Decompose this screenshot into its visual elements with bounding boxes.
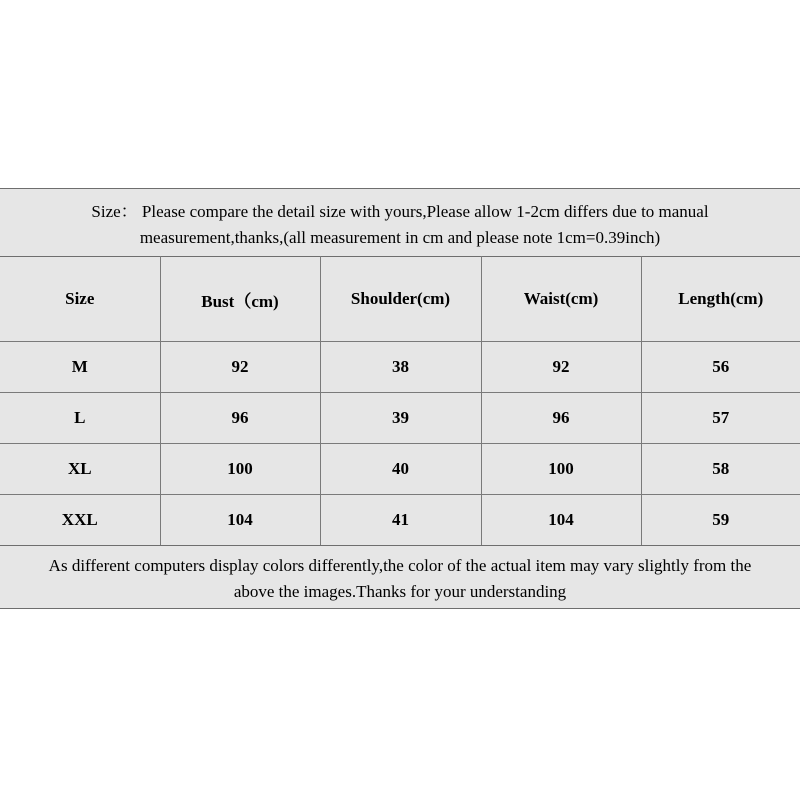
cell-size: XL xyxy=(0,444,160,495)
column-header-shoulder: Shoulder(cm) xyxy=(320,257,481,342)
cell-shoulder: 40 xyxy=(320,444,481,495)
cell-shoulder: 38 xyxy=(320,342,481,393)
cell-length: 57 xyxy=(641,393,800,444)
cell-bust: 92 xyxy=(160,342,320,393)
color-disclaimer xyxy=(0,553,800,605)
cell-waist: 100 xyxy=(481,444,641,495)
table-header-row xyxy=(0,257,800,342)
color-disclaimer-line-1: As different computers display colors differently,the color of the actual item may vary slightly from the xyxy=(48,556,752,575)
table-row xyxy=(0,393,800,444)
cell-waist: 104 xyxy=(481,495,641,546)
cell-size: L xyxy=(0,393,160,444)
table-row xyxy=(0,444,800,495)
cell-length: 58 xyxy=(641,444,800,495)
size-chart xyxy=(0,188,800,609)
column-header-bust: Bust（cm) xyxy=(160,257,320,342)
cell-size: XXL xyxy=(0,495,160,546)
cell-size: M xyxy=(0,342,160,393)
column-header-size: Size xyxy=(0,257,160,342)
cell-shoulder: 41 xyxy=(320,495,481,546)
color-disclaimer-line-2: above the images.Thanks for your understanding xyxy=(233,582,567,601)
cell-bust: 104 xyxy=(160,495,320,546)
cell-bust: 96 xyxy=(160,393,320,444)
cell-bust: 100 xyxy=(160,444,320,495)
table-row xyxy=(0,495,800,546)
table-row xyxy=(0,342,800,393)
cell-waist: 96 xyxy=(481,393,641,444)
cell-waist: 92 xyxy=(481,342,641,393)
column-header-waist: Waist(cm) xyxy=(481,257,641,342)
size-notice-line-1: Size： Please compare the detail size with yours,Please allow 1-2cm differs due to manual xyxy=(91,202,709,221)
size-notice xyxy=(0,199,800,251)
cell-shoulder: 39 xyxy=(320,393,481,444)
size-notice-line-2: measurement,thanks,(all measurement in cm and please note 1cm=0.39inch) xyxy=(139,228,661,247)
cell-length: 56 xyxy=(641,342,800,393)
measurement-table xyxy=(0,256,800,546)
cell-length: 59 xyxy=(641,495,800,546)
column-header-length: Length(cm) xyxy=(641,257,800,342)
